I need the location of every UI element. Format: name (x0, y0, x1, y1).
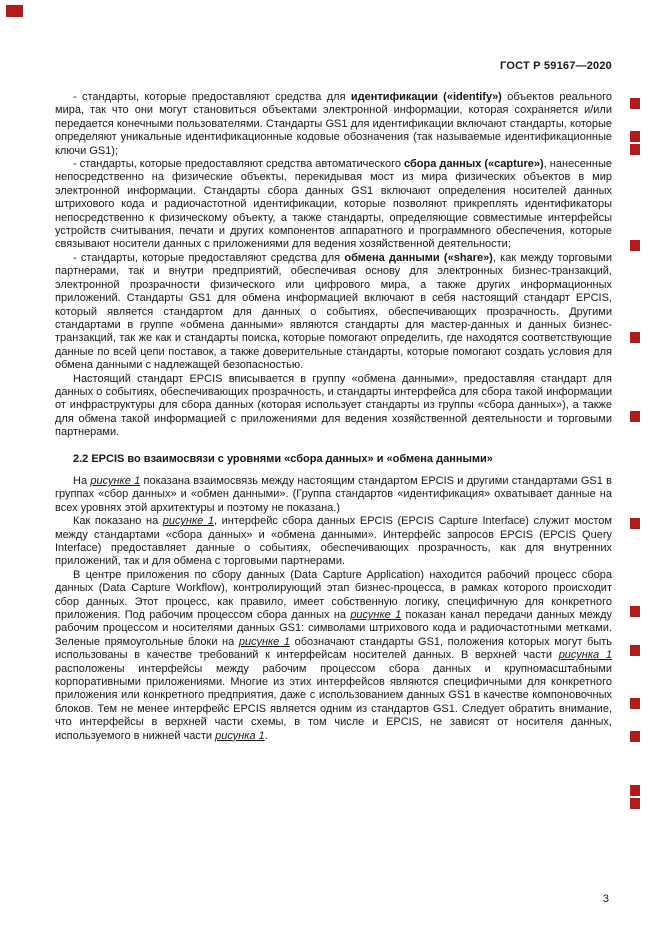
paragraph (55, 475, 612, 515)
change-marker (630, 645, 640, 656)
change-marker (630, 98, 640, 109)
emphasis-text: сбора данных («capture») (404, 158, 544, 171)
text-run: , нанесенные непосредственно на физические объекты, перекидывая мост из мира физических объектов в мир электронной информации. Стандарты сбора данных GS1 включают определения носителей данных штрихового кода и радиочастотной идентификации, которые позволяют прикреплять идентификаторы непосредственно к физическому объекту, а также стандарты, определяющие совместимые интерфейсы устройств считывания, печати и других компонентов аппаратного и программного обеспечения, которые связывают носители данных с приложениями для ведения хозяйственной деятельности; (55, 158, 612, 251)
paragraph (55, 515, 612, 569)
paragraph (55, 569, 612, 743)
emphasis-text: обмена данными («share») (344, 251, 493, 264)
text-run: , интерфейс сбора данных EPCIS (EPCIS Capture Interface) служит мостом между стандартами «сбора данных» и «обмена данными». Интерфейс запросов EPCIS (EPCIS Query Interface) предоставляет данные о событиях, обеспечивающих прозрачность, как для внутренних приложений, так и для обмена с торговыми партнерами. (55, 515, 612, 568)
change-marker (630, 240, 640, 251)
change-marker (630, 411, 640, 422)
change-marker (630, 606, 640, 617)
figure-reference-link[interactable]: рисунка 1 (558, 649, 612, 662)
paragraph (55, 373, 612, 440)
figure-reference-link[interactable]: рисунке 1 (238, 635, 291, 648)
change-marker (6, 5, 23, 17)
figure-reference-link[interactable]: рисунка 1 (215, 729, 265, 742)
change-marker (630, 332, 640, 343)
figure-reference-link[interactable]: рисунке 1 (162, 515, 214, 528)
figure-reference-link[interactable]: рисунке 1 (90, 474, 141, 487)
text-run: - стандарты, которые предоставляют средства автоматического (73, 158, 405, 171)
text-run: В центре приложения по сбору данных (Data Capture Application) находится рабочий процесс сбора данных (Data Capture Workflow), контролирующий этап бизнес-процесса, в рамках которого происходит сбор данных. Этот процесс, как правило, имеет собственную логику, специфичную для конкретного приложения. Под рабочим процессом сбора данных на (55, 568, 612, 622)
text-run: Настоящий стандарт EPCIS вписывается в группу «обмена данными», предоставляя стандарт для данных о событиях, обеспечивающих прозрачность, и стандарты интерфейса для сбора такой информации от инфраструктуры для сбора данных (которая использует стандарты из группы «сбора данных»), а также для обмена такой информацией с приложениями для ведения хозяйственной деятельности и торговыми партнерами. (55, 372, 612, 439)
emphasis-text: 2.2 EPCIS во взаимосвязи с уровнями «сбора данных» и «обмена данными» (73, 452, 493, 465)
text-run: Как показано на (73, 515, 163, 528)
emphasis-text: идентификации («identify») (350, 91, 502, 103)
text-run: - стандарты, которые предоставляют средства для (73, 251, 345, 264)
change-marker (630, 785, 640, 796)
change-marker (630, 731, 640, 742)
text-run: - стандарты, которые предоставляют средства для (73, 91, 351, 103)
text-run: показана взаимосвязь между настоящим стандартом EPCIS и другими стандартами GS1 в группах «сбор данных» и «обмен данными». (Группа стандартов «идентификация» охватывает данные на всех уровнях этой архитектуры и поэтому не показана.) (55, 474, 612, 514)
document-body (55, 91, 612, 743)
text-run: объектов реального мира, так что они могут становиться объектами электронной информации, которая сохраняется и/или передается конечными пользователями. Стандарты GS1 для идентификации включают стандарты, которые определяют уникальные идентификационные кодовые обозначения (так называемые идентификационные ключи GS1); (55, 91, 612, 157)
paragraph (55, 252, 612, 373)
text-run: обозначают стандарты GS1, положения которых могут быть использованы в качестве требований к интерфейсам носителей данных. В верхней части (55, 635, 612, 662)
figure-reference-link[interactable]: рисунке 1 (350, 609, 402, 622)
text-run: . (264, 729, 268, 742)
text-run: На (73, 474, 91, 487)
change-marker (630, 698, 640, 709)
change-marker (630, 131, 640, 142)
paragraph (55, 91, 612, 158)
section-heading (55, 453, 612, 466)
document-code: ГОСТ Р 59167—2020 (500, 60, 612, 72)
change-marker (630, 144, 640, 155)
text-run: показан канал передачи данных между рабочим процессом и носителями данных GS1: символами штрихового кода и радиочастотными метками. Зеленые прямоугольные блоки на (55, 609, 612, 648)
paragraph (55, 158, 612, 252)
change-marker (630, 798, 640, 809)
page-number: 3 (602, 893, 609, 905)
text-run: расположены интерфейсы между рабочим процессом сбора данных и крупномасштабными корпоративными приложениями. Многие из этих интерфейсов являются специфичными для конкретного приложения или конкретного предприятия, даже с использованием данных GS1 в качестве компоновочных блоков. Тем не менее интерфейс EPCIS является одним из стандартов GS1. Следует обратить внимание, что интерфейсы в верхней части схемы, в том числе и EPCIS, не зависят от носителя данных, используемого в нижней части (55, 662, 612, 742)
change-marker (630, 518, 640, 529)
text-run: , как между торговыми партнерами, так и внутри предприятий, обеспечивая основу для электронных бизнес-транзакций, электронной прозрачности физического или цифрового мира, а также других информационных приложений. Стандарты GS1 для обмена информацией включают в себя настоящий стандарт EPCIS, который является стандартом для данных о событиях, обеспечивающих прозрачность. Другими стандартами в группе «обмена данными» являются стандарты для мастер-данных и данных бизнес-транзакций, так же как и стандарты поиска, которые помогают определить, где находятся соответствующие данные по всей цепи поставок, а также доверительные стандарты, которые помогают создать условия для обмена данными с надлежащей безопасностью. (55, 251, 612, 372)
